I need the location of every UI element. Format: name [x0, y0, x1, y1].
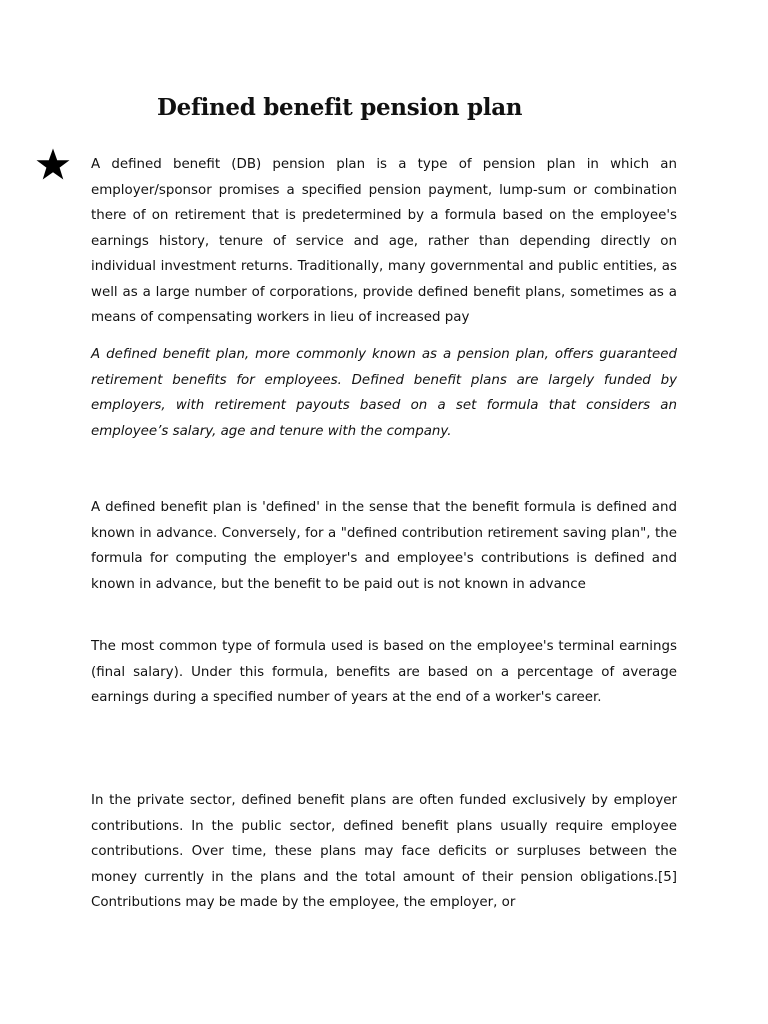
page-title: Defined benefit pension plan [157, 94, 523, 121]
paragraph-terminal-earnings: The most common type of formula used is based on the employee's terminal earnings (final salary). Under this formula, benefits are based on a percentage of average earnings during a specified number of years at the end of a worker's career. [91, 639, 677, 705]
paragraph-defined-formula: A defined benefit plan is 'defined' in the sense that the benefit formula is defined and known in advance. Conversely, for a "defined contribution retirement saving plan", the formula for computing the employer's and employee's contributions is defined and known in advance, but the benefit to be paid out is not known in advance [91, 500, 677, 592]
paragraph-pension-plan-summary: A defined benefit plan, more commonly known as a pension plan, offers guaranteed retirement benefits for employees. Defined benefit plans are largely funded by employers, with retirement payouts based on a set formula that considers an employee’s salary, age and tenure with the company. [91, 347, 677, 439]
paragraph-db-definition: A defined benefit (DB) pension plan is a type of pension plan in which an employer/sponsor promises a specified pension payment, lump-sum or combination there of on retirement that is predetermined by a formula based on the employee's earnings history, tenure of service and age, rather than depending directly on individual investment returns. Traditionally, many governmental and public entities, as well as a large number of corporations, provide defined benefit plans, sometimes as a means of compensating workers in lieu of increased pay [91, 157, 677, 325]
star-icon [35, 147, 71, 183]
paragraph-funding: In the private sector, defined benefit plans are often funded exclusively by employer contributions. In the public sector, defined benefit plans usually require employee contributions. Over time, these plans may face deficits or surpluses between the money currently in the plans and the total amount of their pension obligations.[5] Contributions may be made by the employee, the employer, or [91, 793, 677, 910]
